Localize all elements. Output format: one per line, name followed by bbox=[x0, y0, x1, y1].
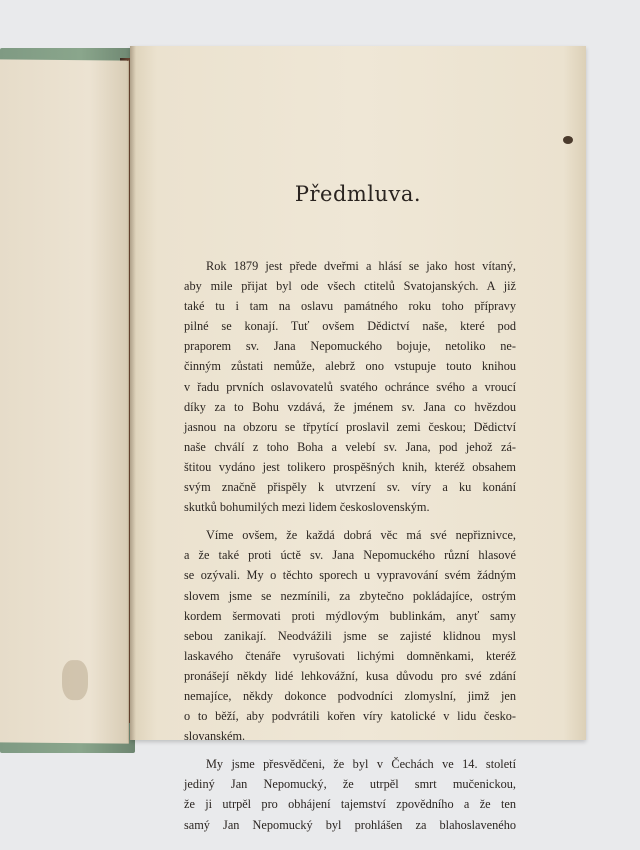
text-line: aby mile přijat byl ode všech ctitelů Svatojanských. A již bbox=[184, 279, 516, 294]
page-crease bbox=[130, 46, 136, 740]
page-stain bbox=[62, 660, 88, 700]
text-line: naše chválí z toho Boha a velebí sv. Jana, pod jehož zá- bbox=[184, 439, 516, 454]
text-line: jediný Jan Nepomucký, že utrpěl smrt mučenickou, bbox=[184, 777, 516, 792]
paragraph bbox=[184, 256, 516, 517]
text-line: sebou zanikají. Neodvážili jsme se zajisté klidnou mysl bbox=[184, 628, 516, 643]
text-line: pronášejí někdy lidé lehkovážní, kusa důvodu pro své zdání bbox=[184, 668, 516, 683]
left-page bbox=[0, 59, 129, 743]
text-line: Rok 1879 jest přede dveřmi a hlásí se jako host vítaný, bbox=[206, 259, 516, 273]
text-line: a že také proti úctě sv. Jana Nepomuckého různí hlasové bbox=[184, 548, 516, 563]
text-line: skutků bohumilých mezi lidem československým. bbox=[184, 500, 430, 515]
text-line: o to běží, aby podvrátili kořen víry katolické v lidu česko- bbox=[184, 709, 516, 724]
text-line: nemajíce, někdy dokonce podvodníci zlomyslní, jimž jen bbox=[184, 688, 516, 703]
text-line: Víme ovšem, že každá dobrá věc má své nepřiznivce, bbox=[206, 528, 516, 543]
paragraph bbox=[184, 525, 516, 746]
text-line: laskavého čtenáře vyrušovati lichými domněnkami, kteréž bbox=[184, 648, 516, 663]
page-title: Předmluva. bbox=[294, 182, 422, 206]
page-body bbox=[184, 256, 516, 843]
text-line: My jsme přesvědčeni, že byl v Čechách ve 14. století bbox=[206, 757, 516, 772]
text-line: samý Jan Nepomucký byl prohlášen za blahoslaveného bbox=[184, 817, 516, 832]
text-line: štitou vydáno jest tolikero prospěšných knih, kteréž obsahem bbox=[184, 459, 516, 474]
text-line: praporem sv. Jana Nepomuckého bojuje, netoliko ne- bbox=[184, 339, 516, 354]
text-line: svým značně přispěly k utvrzení sv. víry a ku konání bbox=[184, 480, 516, 495]
text-line: že ji utrpěl pro obhájení tajemství zpovědního a že ten bbox=[184, 797, 516, 812]
text-line: pilné se konají. Tuť ovšem Dědictví naše, které pod bbox=[184, 319, 516, 334]
text-line: v řadu prvních oslavovatelů svatého ochránce svého a vroucí bbox=[184, 379, 516, 394]
text-line: slovem jsme se nezmínili, za zbytečno pokládajíce, ostrým bbox=[184, 588, 516, 603]
text-line: díky za to Bohu vzdává, že jménem sv. Jana co hvězdou bbox=[184, 399, 516, 414]
text-line: se ozývali. My o těchto sporech u vypravování svém žádným bbox=[184, 568, 516, 583]
text-line: slovanském. bbox=[184, 729, 246, 744]
right-page bbox=[130, 46, 586, 832]
paragraph bbox=[184, 754, 516, 834]
text-line: jasnou na obzoru se třpytící proslavil zemi českou; Dědictví bbox=[184, 419, 516, 434]
page-hole bbox=[563, 136, 573, 144]
text-line: kordem šermovati proti mýdlovým bublinkám, anyť samy bbox=[184, 608, 516, 623]
text-line: činným zůstati nemůže, alebrž ono vstupuje touto knihou bbox=[184, 359, 516, 374]
text-line: také tu i tam na oslavu památného roku toho přípravy bbox=[184, 299, 516, 314]
